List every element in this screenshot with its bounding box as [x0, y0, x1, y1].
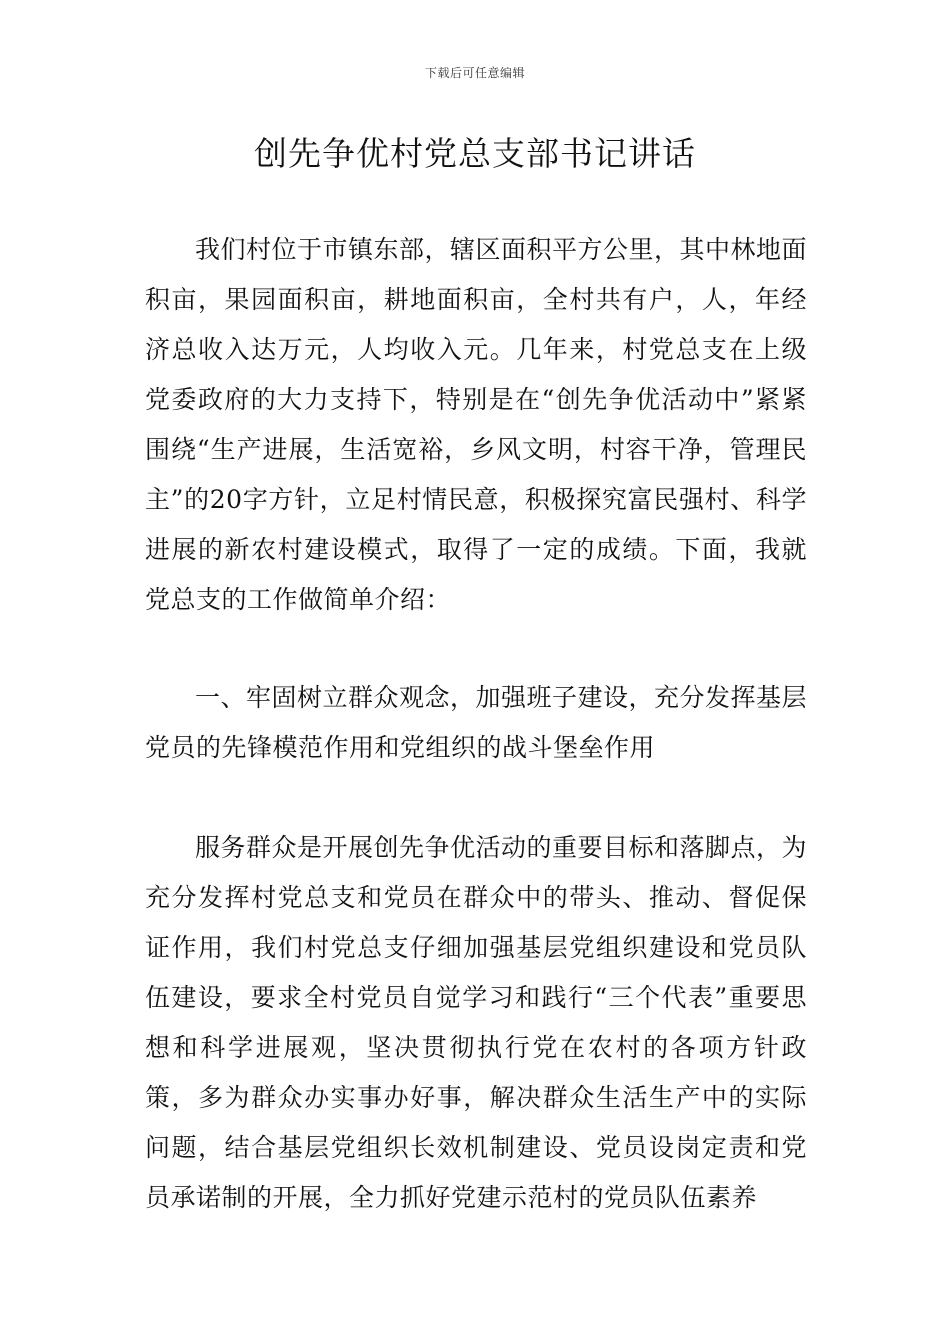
- document-title: 创先争优村党总支部书记讲话: [254, 134, 696, 173]
- paragraph-introduction: 我们村位于市镇东部，辖区面积平方公里，其中林地面积亩，果园面积亩，耕地面积亩，全村共有户，人，年经济总收入达万元，人均收入元。几年来，村党总支在上级党委政府的大力支持下，特别是在“创先争优活动中”紧紧围绕“生产进展，生活宽裕，乡风文明，村容干净，管理民主”的20字方针，立足村情民意，积极探究富民强村、科学进展的新农村建设模式，取得了一定的成绩。下面，我就党总支的工作做简单介绍：: [145, 235, 808, 614]
- paragraph-serve-masses: 服务群众是开展创先争优活动的重要目标和落脚点，为充分发挥村党总支和党员在群众中的带头、推动、督促保证作用，我们村党总支仔细加强基层党组织建设和党员队伍建设，要求全村党员自觉学习和践行“三个代表”重要思想和科学进展观，坚决贯彻执行党在农村的各项方针政策，多为群众办实事办好事，解决群众生活生产中的实际问题，结合基层党组织长效机制建设、党员设岗定责和党员承诺制的开展，全力抓好党建示范村的党员队伍素养: [145, 833, 808, 1212]
- header-note: 下载后可任意编辑: [424, 66, 525, 80]
- section-heading-one: 一、牢固树立群众观念，加强班子建设，充分发挥基层党员的先锋模范作用和党组织的战斗堡垒作用: [145, 683, 808, 762]
